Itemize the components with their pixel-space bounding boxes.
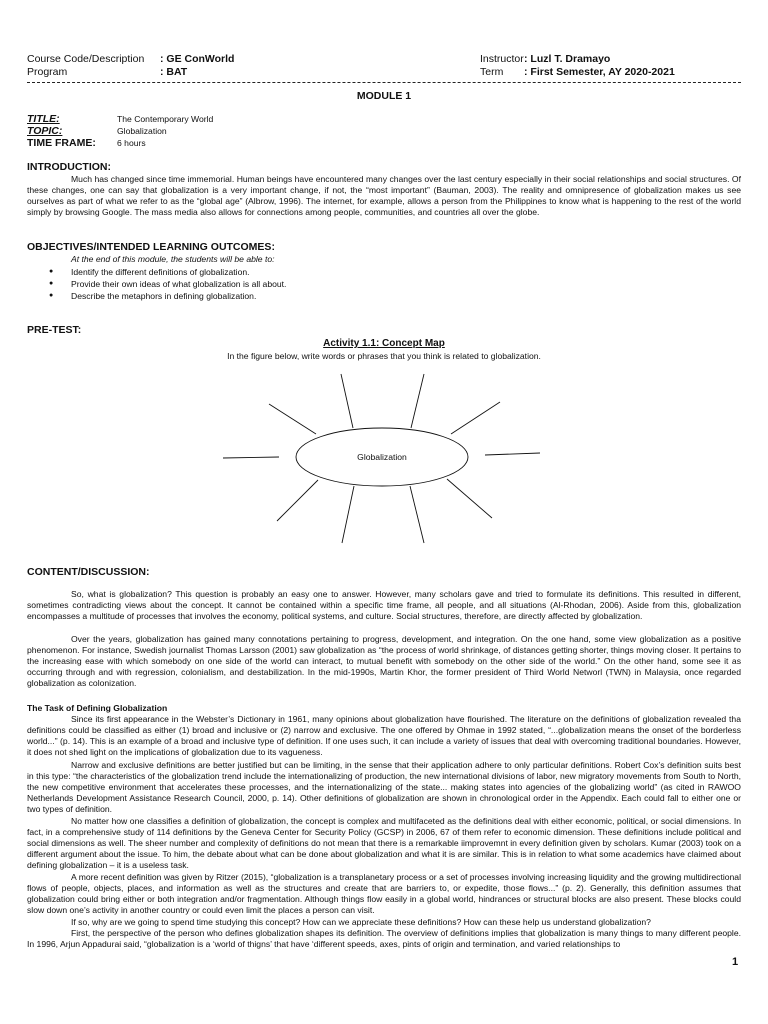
page-number: 1 [732,956,739,968]
concept-map-line [485,453,540,455]
content-paragraph [27,634,741,689]
concept-map-line [411,374,424,428]
concept-map-line [451,402,500,434]
topic-value: Globalization [117,126,167,136]
content-p6: A more recent definition was given by Ritzer (2015), “globalization is a transplanetary process or a set of processes involving increasing liquidity and the growing multidirectional flows of people, objects, places, and information as well as the structures and create that are barriers to, or expedite, those flows...” (p. 2). Generally, this definition assumes that globalization could bring either or both integration and/or fragmentation. Although things flow easily in a global world, hindrances or structural blocks are also present. These blocks could slow down one’s activity in another country or could even limit the places a person can visit. [27,872,741,916]
objectives-heading: OBJECTIVES/INTENDED LEARNING OUTCOMES: [27,241,275,253]
concept-map-line [269,404,316,434]
content-p2: Over the years, globalization has gained many connotations pertaining to progress, development, and integration. On the one hand, some view globalization as a positive phenomenon. For instance, Swedish journalist Thomas Larsson (2001) saw globalization as “the process of world shrinkage, of distances getting shorter, things moving closer. It pertains to the increasing ease with which somebody on one side of the world can interact, to mutual benefit with somebody on the other side of the world.” On the other hand, some see it as occurring through and with regression, colonialism, and destabilization. In the mid-1990s, Martin Khor, the former president of Third World Networl (TWN) in Malaysia, once regarded globalization as colonization. [27,634,741,689]
term-label: Term [480,66,504,78]
module-title: MODULE 1 [356,90,412,102]
activity-title: Activity 1.1: Concept Map [323,338,445,349]
task-subheading: The Task of Defining Globalization [27,703,168,713]
time-frame-value: 6 hours [117,138,146,148]
content-paragraph [27,714,741,758]
introduction-body: Much has changed since time immemorial. Human beings have encountered many changes over the last century especially in their social relationships and social structures. Of these changes, one can say that globalization is a very important change, if not, the “most important” (Bauman, 2003). The reality and omnipresence of globalization makes us see ourselves as part of what we refer to as the “global age” (Albrow, 1996). The internet, for example, allows a person from the Philippines to know what is happening to the rest of the world simply by browsing Google. The mass media also allows for connections among people, communities, and countries all over the globe. [27,174,741,218]
content-paragraph [27,589,741,622]
instructor-value: : Luzl T. Dramayo [524,53,611,65]
content-p4: Narrow and exclusive definitions are better justified but can be limiting, in the sense that their application adhere to only particular definitions. Robert Cox’s definition suits best in this type: “the characteristics of the globalization trend include the internationalizing of production, the new international divisions of labor, new migratory movements from South to North, the new competitive environment that accelerates these processes, and the internationalizing of the state... making states into agencies of the globalizing world” (as cited in RAWOO Netherlands Development Assistance Research Council, 2000, p. 14). Other definitions of globalization are shown in chronological order in the Appendix. Each could fall to either one or two types of definition. [27,760,741,815]
concept-map-line [223,457,279,458]
time-frame-label: TIME FRAME: [27,137,96,149]
objective-item: ● Identify the different definitions of globalization. [52,266,286,278]
content-paragraph [27,760,741,815]
activity-instruction: In the figure below, write words or phrases that you think is related to globalization. [227,351,541,361]
instructor-label: Instructor [480,53,524,65]
content-heading: CONTENT/DISCUSSION: [27,566,150,578]
content-p1: So, what is globalization? This question is probably an easy one to answer. However, many scholars gave and tried to formulate its definitions. This resulted in different, sometimes contradicting views about the concept. It cannot be contained within a specific time frame, all people, and all situations (Al-Rhodan, 2006). Aside from this, globalization encompasses a multitude of processes that involves the economy, political systems, and culture. Social structures, therefore, are directly affected by globalization. [27,589,741,622]
concept-map-line [447,479,492,518]
topic-label: TOPIC: [27,125,63,137]
concept-map-line [342,486,354,543]
content-p3: Since its first appearance in the Webster’s Dictionary in 1961, many opinions about globalization have flourished. The literature on the definitions of globalization revealed tha definitions could be classified as either (1) broad and inclusive or (2) narrow and exclusive. The one offered by Ohmae in 1992 stated, “...globalization means the onset of the borderless world...” (p. 14). This is an example of a broad and inclusive type of definition. If one uses such, it can include a variety of issues that deal with overcoming traditional boundaries. However, it does not shed light on the implications of globalization due to its vagueness. [27,714,741,758]
introduction-heading: INTRODUCTION: [27,161,111,173]
concept-map-line [277,480,318,521]
title-value: The Contemporary World [117,114,214,124]
concept-map-line [410,486,424,543]
objectives-intro: At the end of this module, the students will be able to: [71,254,275,264]
objective-item: ● Describe the metaphors in defining globalization. [52,290,286,302]
title-label: TITLE: [27,113,60,125]
program-value: : BAT [160,66,188,78]
content-paragraph [27,872,741,916]
course-value: : GE ConWorld [160,53,235,65]
term-value: : First Semester, AY 2020-2021 [524,66,675,78]
content-p8: First, the perspective of the person who defines globalization shapes its definition. The overview of definitions implies that globalization is many things to many different people. In 1996, Arjun Appadurai said, “globalization is a ‘world of thigns’ that have ‘different speeds, axes, pints of origin and termination, and varied relationships to [27,928,741,950]
concept-map-center-label: Globalization [357,452,407,462]
objective-item: ● Provide their own ideas of what globalization is all about. [52,278,286,290]
program-label: Program [27,66,68,78]
content-paragraph [27,816,741,871]
content-p5: No matter how one classifies a definition of globalization, the concept is complex and multifaceted as the definitions deal with either economic, political, or social dimensions. In fact, in a comprehensive study of 114 definitions by the Geneva Center for Security Policy (GCSP) in 2006, 67 of them refer to economic dimension. These definitions include political and social dimensions as well. The sheer number and complexity of definitions do not mean that there is a remarkable iimprovemnt in every definition given by scholars. Kumar (2003) took on a different argument about the issue. To him, the debate about what can be done about globalization and what it is are similar. This is in relation to what some academics have claimed about defining globalization – it is a useless task. [27,816,741,871]
concept-map-line [341,374,353,428]
course-label: Course Code/Description [27,53,145,65]
pretest-heading: PRE-TEST: [27,324,82,336]
content-paragraph [27,928,741,950]
content-p7: If so, why are we going to spend time studying this concept? How can we appreciate these definitions? How can these help us understand globalization? [71,917,651,927]
content-paragraph [27,917,741,928]
